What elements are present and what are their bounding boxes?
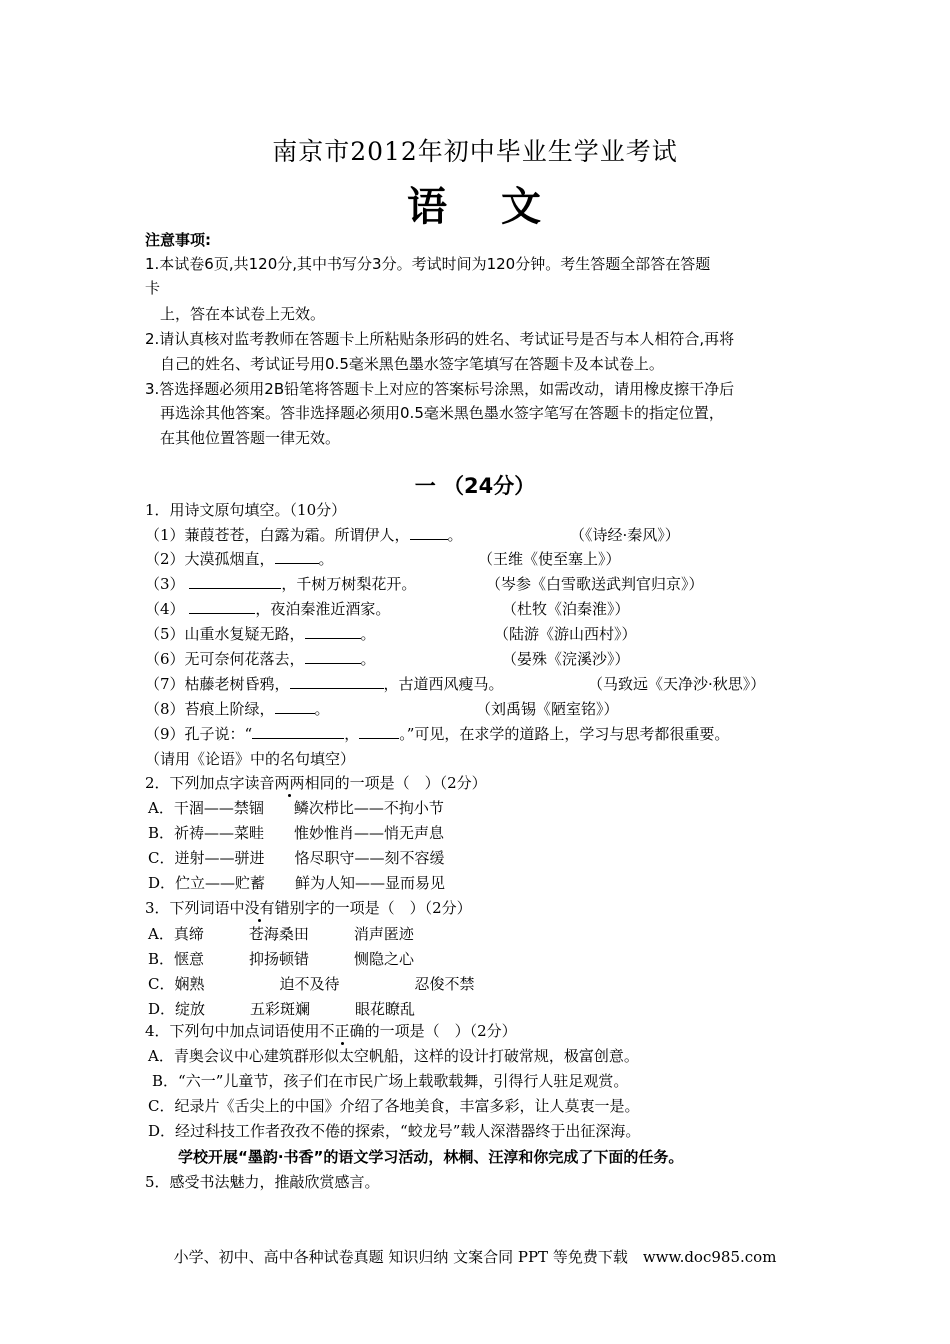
answer-blank[interactable] bbox=[189, 574, 281, 589]
q3-option-b: B．惬意 抑扬顿错 恻隐之心 bbox=[148, 950, 415, 968]
q1-item-8-period: 。 bbox=[314, 700, 330, 718]
q1-item-9-text: （9）孔子说：“ bbox=[145, 725, 253, 743]
q2-option-b: B．祈祷——菜畦 惟妙惟肖——悄无声息 bbox=[148, 824, 445, 842]
q2-option-a: A．干涸——禁锢 鳞次栉比——不拘小节 bbox=[148, 799, 444, 817]
subject-char-2: 文 bbox=[501, 183, 543, 230]
q4-stem-c: 的一项是（ ）（2分） bbox=[364, 1022, 517, 1040]
notice-item-3-line-3: 在其他位置答题一律无效。 bbox=[160, 429, 341, 447]
q4-stem bbox=[145, 1021, 517, 1041]
q1-item-1-source: （《诗经·秦风》） bbox=[570, 526, 680, 544]
q1-item-9-note: （请用《论语》中的名句填空） bbox=[145, 750, 356, 768]
q1-item-4-source: （杜牧《泊秦淮》） bbox=[502, 600, 630, 618]
q4-option-c: C．纪录片《舌尖上的中国》介绍了各地美食，丰富多彩，让人莫衷一是。 bbox=[148, 1097, 640, 1115]
q1-item-1-period: 。 bbox=[447, 526, 463, 544]
q1-item-2-source: （王维《使至塞上》） bbox=[478, 550, 621, 568]
q1-item-4 bbox=[145, 599, 390, 619]
q1-item-1-text: （1）蒹葭苍苍，白露为霜。所谓伊人， bbox=[145, 526, 410, 544]
q3-stem-a: 3．下列词语中 bbox=[145, 899, 245, 917]
answer-blank[interactable] bbox=[305, 624, 361, 639]
notice-item-1-line-1: 1.本试卷6页,共120分,其中书写分3分。考试时间为120分钟。考生答题全部答在答题 bbox=[145, 255, 711, 273]
q1-item-7-source: （马致远《天净沙·秋思》） bbox=[588, 675, 766, 693]
notice-item-1-line-2: 上，答在本试卷上无效。 bbox=[160, 305, 326, 323]
q3-option-d: D．绽放 五彩斑斓 眼花瞭乱 bbox=[148, 1000, 416, 1018]
answer-blank[interactable] bbox=[410, 525, 448, 540]
section-heading: 一 （24分） bbox=[414, 474, 536, 498]
q1-item-5-text: （5）山重水复疑无路， bbox=[145, 625, 305, 643]
answer-blank[interactable] bbox=[275, 699, 315, 714]
q1-item-6-text: （6）无可奈何花落去， bbox=[145, 650, 305, 668]
q1-item-2-period: 。 bbox=[318, 550, 334, 568]
notice-item-2-line-1: 2.请认真核对监考教师在答题卡上所粘贴条形码的姓名、考试证号是否与本人相符合,再将 bbox=[145, 330, 735, 348]
notice-item-3-line-2: 再选涂其他答案。答非选择题必须用0.5毫米黑色墨水签字笔写在答题卡的指定位置， bbox=[160, 404, 724, 422]
q1-item-6-period: 。 bbox=[360, 650, 376, 668]
q2-stem-c: 相同的一项是（ ）（2分） bbox=[304, 774, 487, 792]
exam-title: 南京市2012年初中毕业生学业考试 bbox=[272, 137, 678, 166]
answer-blank[interactable] bbox=[290, 674, 384, 689]
q3-emphasis: 没有 bbox=[244, 899, 275, 917]
q4-stem-a: 4．下列句中加点词语使用 bbox=[145, 1022, 320, 1040]
q1-item-1 bbox=[145, 525, 463, 545]
q3-stem bbox=[145, 898, 472, 918]
q1-item-3-source: （岑参《白雪歌送武判官归京》） bbox=[486, 575, 704, 593]
q1-item-3-number: （3） bbox=[145, 575, 185, 593]
q1-item-3-text: ，千树万树梨花开。 bbox=[281, 575, 417, 593]
notice-item-1-line-1b: 卡 bbox=[145, 279, 161, 297]
q1-item-7-text: （7）枯藤老树昏鸦， bbox=[145, 675, 290, 693]
q1-item-6-source: （晏殊《浣溪沙》） bbox=[502, 650, 630, 668]
q2-option-c: C．迸射——骈进 恪尽职守——刻不容缓 bbox=[148, 849, 445, 867]
q2-stem bbox=[145, 773, 487, 793]
q1-item-5-period: 。 bbox=[360, 625, 376, 643]
q4-emphasis: 不正确 bbox=[319, 1022, 365, 1040]
q2-stem-a: 2．下列加点字读音 bbox=[145, 774, 275, 792]
subject-title bbox=[0, 175, 950, 232]
q1-item-9-mid: ， bbox=[344, 725, 360, 743]
q1-item-4-number: （4） bbox=[145, 600, 185, 618]
answer-blank[interactable] bbox=[359, 724, 399, 739]
page-footer: 小学、初中、高中各种试卷真题 知识归纳 文案合同 PPT 等免费下载 www.doc985.com bbox=[173, 1248, 777, 1266]
q4-option-b: B．“六一”儿童节，孩子们在市民广场上载歌载舞，引得行人驻足观赏。 bbox=[152, 1072, 629, 1090]
notice-item-3-line-1: 3.答选择题必须用2B铅笔将答题卡上对应的答案标号涂黑，如需改动，请用橡皮擦干净后 bbox=[145, 380, 735, 398]
q1-item-6 bbox=[145, 649, 376, 669]
q5-stem: 5．感受书法魅力，推敲欣赏感言。 bbox=[145, 1173, 380, 1191]
q3-stem-c: 错别字的一项是（ ）（2分） bbox=[274, 899, 472, 917]
q3-option-c: C．娴熟 迫不及待 忍俊不禁 bbox=[148, 975, 475, 993]
q2-emphasis: 两两 bbox=[274, 774, 305, 792]
q4-option-a: A．青奥会议中心建筑群形似太空帆船，这样的设计打破常规，极富创意。 bbox=[148, 1047, 639, 1065]
q1-item-9-end: 。”可见，在求学的道路上，学习与思考都很重要。 bbox=[399, 725, 730, 743]
answer-blank[interactable] bbox=[305, 649, 361, 664]
q1-item-8 bbox=[145, 699, 330, 719]
q1-item-7-mid: ，古道西风瘦马。 bbox=[383, 675, 504, 693]
answer-blank[interactable] bbox=[252, 724, 344, 739]
q1-item-2 bbox=[145, 549, 334, 569]
q1-item-3 bbox=[145, 574, 416, 594]
q1-item-5-source: （陆游《游山西村》） bbox=[494, 625, 637, 643]
notice-heading: 注意事项: bbox=[145, 231, 211, 249]
q1-item-7 bbox=[145, 674, 504, 694]
q3-option-a: A．真缔 苍海桑田 消声匿迹 bbox=[148, 925, 414, 943]
q1-item-4-text: ，夜泊秦淮近酒家。 bbox=[255, 600, 391, 618]
subject-char-1: 语 bbox=[407, 183, 449, 230]
q1-item-5 bbox=[145, 624, 376, 644]
answer-blank[interactable] bbox=[189, 599, 255, 614]
q1-stem: 1．用诗文原句填空。（10分） bbox=[145, 501, 347, 519]
q1-item-2-text: （2）大漠孤烟直， bbox=[145, 550, 275, 568]
notice-item-2-line-2: 自己的姓名、考试证号用0.5毫米黑色墨水签字笔填写在答题卡及本试卷上。 bbox=[160, 355, 664, 373]
q4-option-d: D．经过科技工作者孜孜不倦的探索，“蛟龙号”载人深潜器终于出征深海。 bbox=[148, 1122, 641, 1140]
q2-option-d: D．伫立——贮蓄 鲜为人知——显而易见 bbox=[148, 874, 446, 892]
q1-item-8-source: （刘禹锡《陋室铭》） bbox=[476, 700, 619, 718]
q1-item-9 bbox=[145, 724, 729, 744]
activity-intro: 学校开展“墨韵·书香”的语文学习活动，林桐、汪淳和你完成了下面的任务。 bbox=[178, 1148, 684, 1166]
answer-blank[interactable] bbox=[275, 549, 319, 564]
q1-item-8-text: （8）苔痕上阶绿， bbox=[145, 700, 275, 718]
